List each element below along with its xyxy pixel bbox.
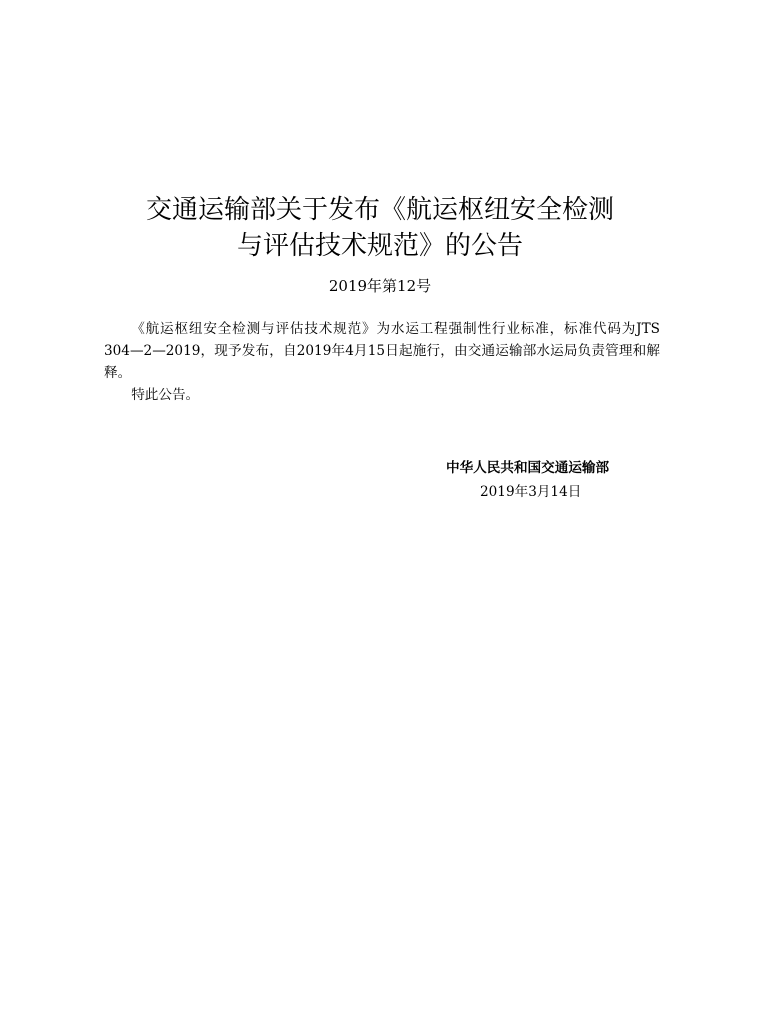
body-paragraph-1: 《航运枢纽安全检测与评估技术规范》为水运工程强制性行业标准，标准代码为JTS 304—2—2019，现予发布，自2019年4月15日起施行，由交通运输部水运局负责管理和解释。 [104, 321, 660, 381]
document-title-line-2: 与评估技术规范》的公告 [236, 231, 523, 261]
body-paragraph-2: 特此公告。 [131, 387, 200, 403]
announcement-body [104, 318, 660, 406]
document-title-line-1: 交通运输部关于发布《航运枢纽安全检测 [145, 195, 614, 225]
issue-date: 2019年3月14日 [480, 484, 582, 500]
issuer-name: 中华人民共和国交通运输部 [446, 460, 610, 476]
document-number: 2019年第12号 [328, 277, 432, 295]
